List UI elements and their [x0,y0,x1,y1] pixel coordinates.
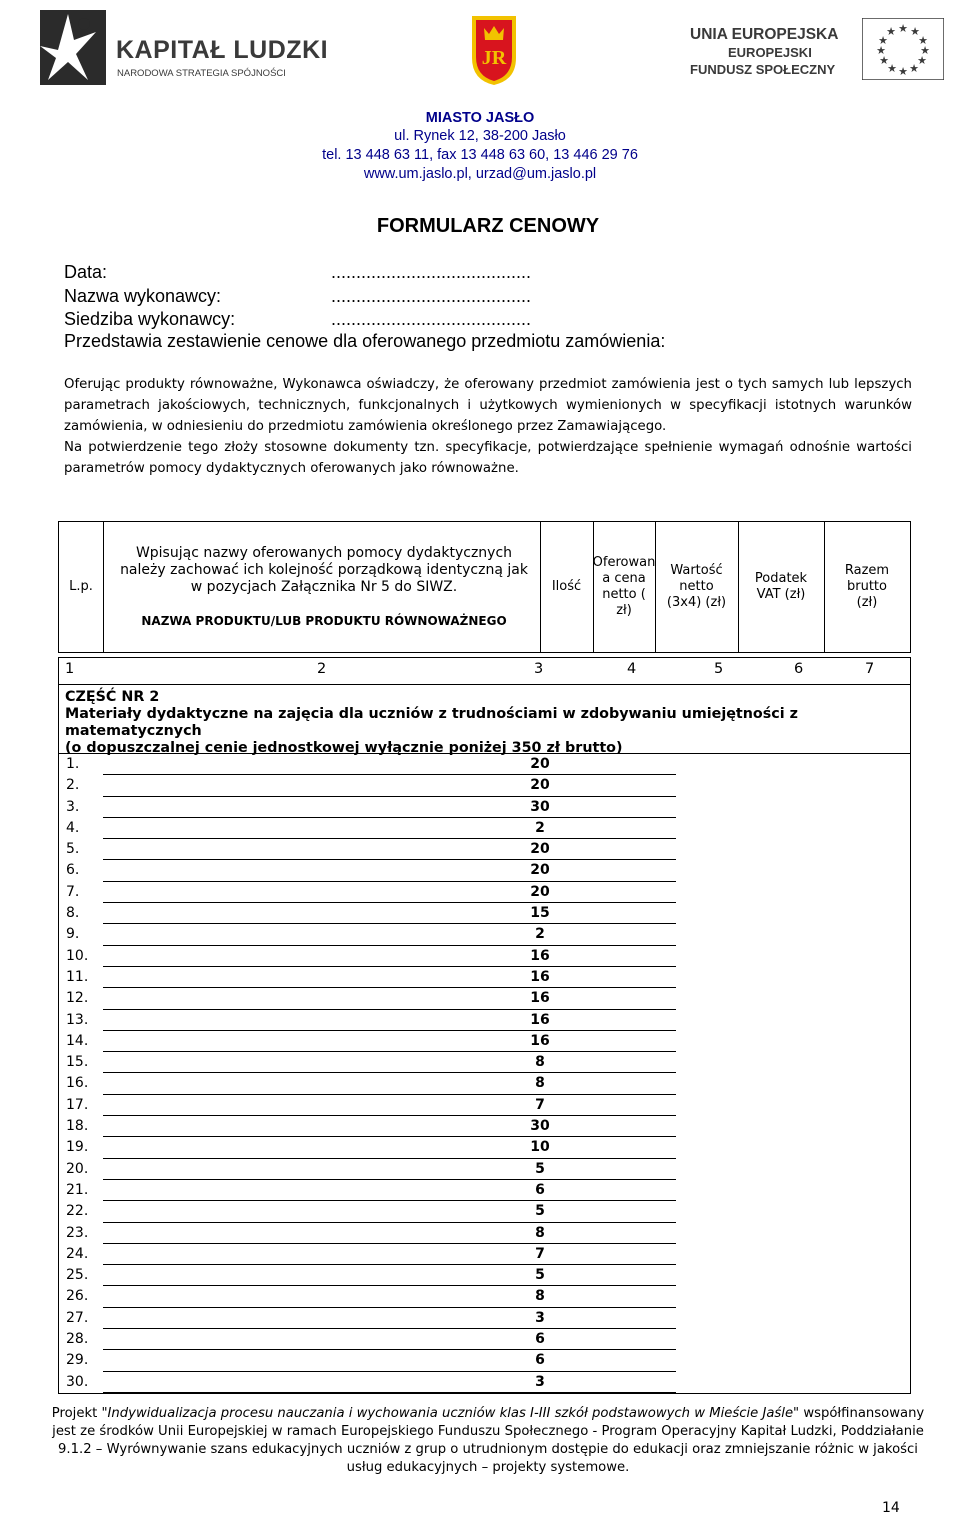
row-qty: 16 [530,968,550,985]
svg-text:★: ★ [876,44,886,57]
table-row [59,1350,910,1371]
row-lp: 21. [66,1181,89,1198]
table-row [59,1201,910,1222]
row-lp: 23. [66,1224,89,1241]
table-row [59,988,910,1009]
svg-text:★: ★ [910,25,920,38]
table-row [59,946,910,967]
svg-text:★: ★ [909,62,919,75]
field-contractor-name [64,286,532,307]
page-title: FORMULARZ CENOWY [376,215,600,237]
table-row [59,775,910,796]
table-row [59,818,910,839]
row-qty: 20 [530,756,550,772]
row-qty: 16 [530,990,550,1007]
svg-text:★: ★ [918,34,928,47]
section-title: Materiały dydaktyczne na zajęcia dla uczniów z trudnościami w zdobywaniu umiejętności z matematycznych [65,706,798,739]
row-lp: 1. [66,756,80,772]
svg-text:★: ★ [898,22,908,35]
field-contractor-seat [64,309,532,330]
row-lp: 2. [66,777,80,794]
header-name-main: Wpisując nazwy oferowanych pomocy dydaktycznych należy zachować ich kolejność porządkową identyczną jak w pozycjach Załącznika Nr 5 do SIWZ. [120,545,528,595]
row-lp: 29. [66,1352,89,1369]
table-row [59,1265,910,1286]
field-contractor-seat-value[interactable]: ........................................ [331,309,532,329]
row-lp: 25. [66,1267,89,1284]
row-lp: 15. [66,1054,89,1071]
eu-line-2: EUROPEJSKI [728,45,812,60]
field-date [64,262,532,283]
jaslo-coat-of-arms-icon [470,14,518,86]
row-lp: 4. [66,819,80,836]
col-num-7: 7 [865,661,875,677]
svg-text:★: ★ [887,62,897,75]
section-heading [58,684,911,756]
page-number: 14 [882,1500,900,1516]
col-num-1: 1 [65,661,75,677]
footer-line-4: usług edukacyjnych – projekty systemowe. [346,1460,630,1475]
row-qty: 30 [530,1118,550,1135]
row-qty: 10 [530,1139,550,1156]
table-row [59,924,910,945]
row-lp: 8. [66,905,80,922]
svg-text:★: ★ [917,54,927,67]
row-lp: 26. [66,1288,89,1305]
paragraph-1: Oferując produkty równoważne, Wykonawca oświadczy, że oferowany przedmiot zamówienia jest o tych samych lub lepszych parametrach jakościowych, technicznych, funkcjonalnych i użytkowych wymienionych w specyfikacji istotnych warunków zamówienia, w odniesieniu do przedmiotu zamówienia określonego przez Zamawiającego. [64,377,912,434]
section-note: (o dopuszczalnej cenie jednostkowej wyłącznie poniżej 350 zł brutto) [65,740,623,756]
table-row [59,1116,910,1137]
kapital-ludzki-emblem-icon [40,10,106,85]
row-lp: 11. [66,968,89,985]
row-qty: 15 [530,905,550,922]
section-part: CZĘŚĆ NR 2 [65,689,160,705]
field-contractor-seat-label: Siedziba wykonawcy: [64,309,236,329]
row-lp: 22. [66,1203,89,1220]
footer-project-name: "Indywidualizacja procesu nauczania i wychowania uczniów klas I-III szkół podstawowych w Mieście Jaśle" [101,1406,800,1421]
eu-line-1: UNIA EUROPEJSKA [690,26,839,43]
row-lp: 28. [66,1331,89,1348]
footer-line-1 [0,1405,960,1423]
eu-social-fund-logo [690,18,950,84]
table-row [59,797,910,818]
row-lp: 13. [66,1011,89,1028]
row-qty: 8 [535,1054,545,1071]
footer-prefix: Projekt [51,1406,102,1421]
table-row [59,1095,910,1116]
header-net-value: Wartość netto (3x4) (zł) [666,563,727,610]
table-row [59,1031,910,1052]
footer-line-3: 9.1.2 – Wyrównywanie szans edukacyjnych uczniów z grup o utrudnionym dostępie do edukacji oraz zmniejszanie różnic w jakości [58,1442,918,1457]
row-qty: 20 [530,777,550,794]
header-name [109,522,539,652]
row-lp: 6. [66,862,80,879]
svg-text:★: ★ [898,65,908,78]
row-qty: 5 [535,1203,545,1220]
row-qty: 16 [530,947,550,964]
row-lp: 20. [66,1160,89,1177]
table-row [59,967,910,988]
col-num-4: 4 [627,661,637,677]
kapital-ludzki-title: KAPITAŁ LUDZKI [116,36,329,64]
row-qty: 8 [535,1288,545,1305]
row-lp: 9. [66,926,80,943]
paragraph-2: Na potwierdzenie tego złoży stosowne dokumenty tzn. specyfikacje, potwierdzające spełnienie wymagań odnośnie wartości parametrów pomocy dydaktycznych oferowanych jako równoważne. [64,440,912,476]
row-lp: 16. [66,1075,89,1092]
table-row [59,903,910,924]
footer-line-2: jest ze środków Unii Europejskiej w ramach Europejskiego Funduszu Społecznego - Program Operacyjny Kapitał Ludzki, Poddziałanie [52,1424,924,1439]
intro-text: Przedstawia zestawienie cenowe dla oferowanego przedmiotu zamówienia: [64,331,666,351]
row-qty: 6 [535,1181,545,1198]
row-lp: 24. [66,1245,89,1262]
table-row [59,1159,910,1180]
header-gross: Razem brutto (zł) [844,563,890,610]
row-qty: 3 [535,1373,545,1390]
field-contractor-name-label: Nazwa wykonawcy: [64,286,222,306]
table-body [58,753,911,1394]
table-row [59,882,910,903]
org-name: MIASTO JASŁO [425,110,535,126]
row-lp: 19. [66,1139,89,1156]
table-row [59,860,910,881]
col-num-5: 5 [714,661,724,677]
table-row [59,1052,910,1073]
table-row [59,1010,910,1031]
org-web: www.um.jaslo.pl, urzad@um.jaslo.pl [363,166,597,182]
svg-text:★: ★ [920,44,930,57]
row-lp: 17. [66,1096,89,1113]
equivalence-paragraph [64,374,912,479]
row-qty: 6 [535,1352,545,1369]
header-name-sub: NAZWA PRODUKTU/LUB PRODUKTU RÓWNOWAŻNEGO [141,614,507,628]
footer-line-1-suffix: współfinansowany [799,1406,925,1421]
row-qty: 7 [535,1245,545,1262]
svg-text:★: ★ [878,34,888,47]
row-qty: 20 [530,862,550,879]
row-lp: 30. [66,1373,89,1390]
row-lp: 3. [66,798,80,815]
org-phone: tel. 13 448 63 11, fax 13 448 63 60, 13 446 29 76 [322,147,638,163]
column-numbers-row [58,657,911,684]
table-row [59,1286,910,1307]
table-header [58,521,911,652]
table-row [59,839,910,860]
table-row [59,1223,910,1244]
svg-text:JR: JR [481,47,507,69]
svg-text:★: ★ [879,54,889,67]
row-qty: 16 [530,1032,550,1049]
col-num-6: 6 [794,661,804,677]
price-table [58,521,911,1394]
kapital-ludzki-subtitle: NARODOWA STRATEGIA SPÓJNOŚCI [117,68,286,79]
row-qty: 5 [535,1267,545,1284]
field-contractor-name-value[interactable]: ........................................ [331,286,532,306]
row-lp: 5. [66,841,80,858]
row-qty: 7 [535,1096,545,1113]
header-lp: L.p. [69,579,93,594]
table-row [59,1308,910,1329]
header-price: Oferowan a cena netto ( zł) [592,555,656,618]
table-row [59,1372,910,1393]
row-lp: 7. [66,883,80,900]
row-lp: 27. [66,1309,89,1326]
row-qty: 16 [530,1011,550,1028]
table-row [59,754,910,775]
svg-text:★: ★ [886,25,896,38]
field-date-value[interactable]: ........................................ [331,262,532,282]
col-num-2: 2 [317,661,327,677]
row-lp: 10. [66,947,89,964]
field-date-label: Data: [64,262,108,282]
row-lp: 14. [66,1032,89,1049]
row-qty: 20 [530,841,550,858]
table-row [59,1244,910,1265]
table-row [59,1180,910,1201]
row-qty: 6 [535,1331,545,1348]
header-vat: Podatek VAT (zł) [754,571,808,602]
eu-stars-flag-icon [862,18,944,80]
project-footer [0,1405,960,1477]
row-qty: 2 [535,926,545,943]
row-lp: 12. [66,990,89,1007]
row-qty: 2 [535,819,545,836]
row-product-name-line[interactable] [103,1392,676,1393]
row-qty: 5 [535,1160,545,1177]
row-qty: 30 [530,798,550,815]
row-qty: 3 [535,1309,545,1326]
col-num-3: 3 [534,661,544,677]
table-row [59,1137,910,1158]
org-address: ul. Rynek 12, 38-200 Jasło [394,128,566,144]
table-row [59,1329,910,1350]
row-qty: 8 [535,1224,545,1241]
header-qty: Ilość [551,579,582,594]
eu-line-3: FUNDUSZ SPOŁECZNY [690,62,836,77]
row-qty: 20 [530,883,550,900]
row-qty: 8 [535,1075,545,1092]
kapital-ludzki-logo [40,10,329,85]
row-lp: 18. [66,1118,89,1135]
table-row [59,1073,910,1094]
